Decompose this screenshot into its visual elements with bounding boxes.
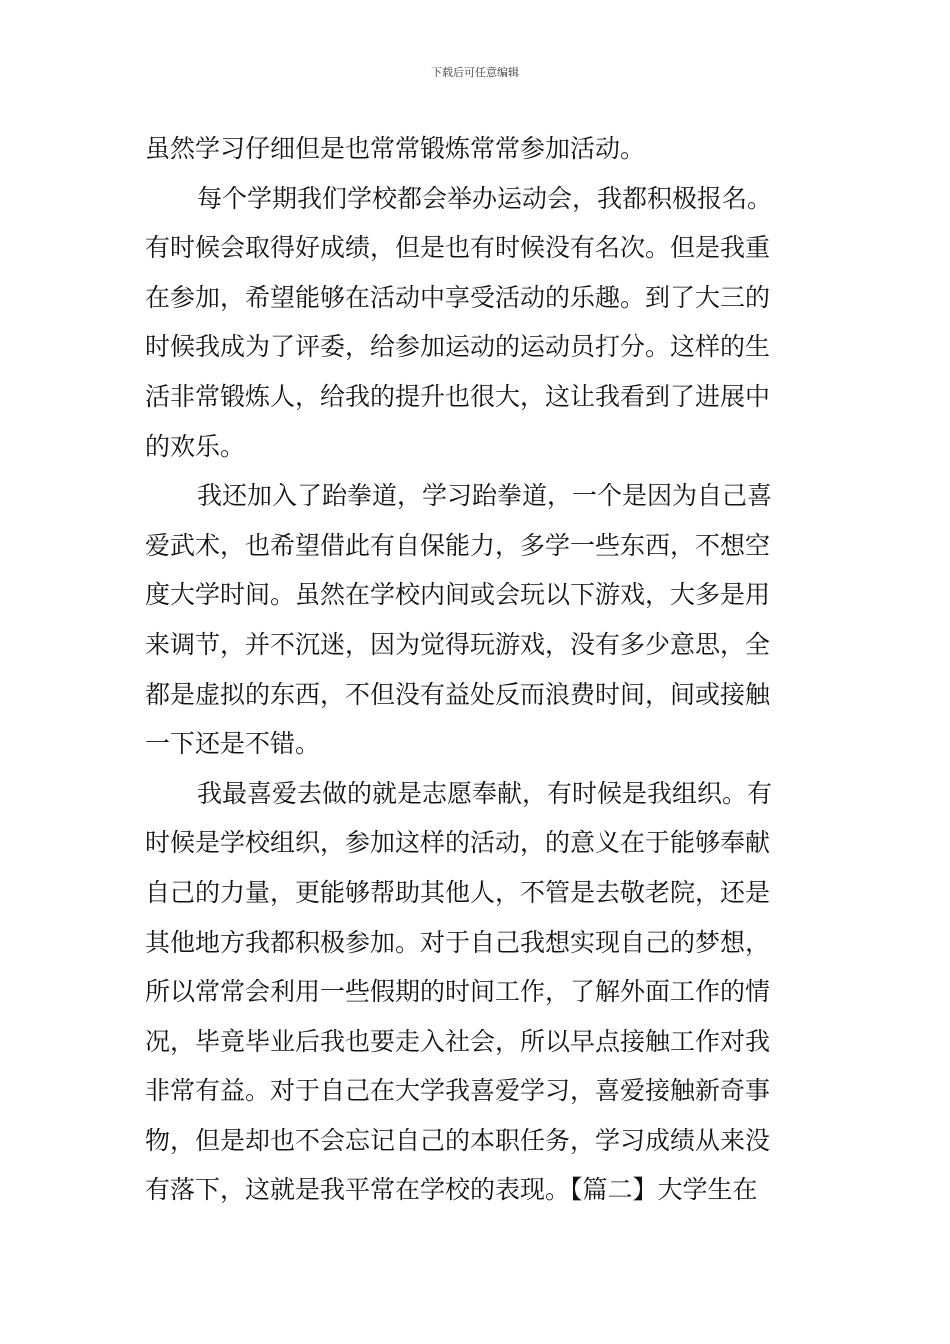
text-line: 在参加，希望能够在活动中享受活动的乐趣。到了大三的	[145, 282, 771, 312]
text-line: 的欢乐。	[145, 431, 246, 461]
text-line: 有落下，这就是我平常在学校的表现。【篇二】大学生在	[145, 1175, 758, 1205]
paragraph-start-line: 每个学期我们学校都会举办运动会，我都积极报名。	[197, 183, 773, 213]
text-line: 有时候会取得好成绩，但是也有时候没有名次。但是我重	[145, 233, 771, 263]
text-line: 况，毕竟毕业后我也要走入社会，所以早点接触工作对我	[145, 1026, 771, 1056]
text-line: 其他地方我都积极参加。对于自己我想实现自己的梦想，	[145, 927, 771, 957]
text-line: 时候我成为了评委，给参加运动的运动员打分。这样的生	[145, 332, 771, 362]
text-line: 都是虚拟的东西，不但没有益处反而浪费时间，间或接触	[145, 679, 771, 709]
text-line: 虽然学习仔细但是也常常锻炼常常参加活动。	[145, 134, 646, 163]
text-line: 来调节，并不沉迷，因为觉得玩游戏，没有多少意思，全	[145, 629, 771, 659]
text-line: 时候是学校组织，参加这样的活动，的意义在于能够奉献	[145, 828, 771, 858]
text-line: 所以常常会利用一些假期的时间工作，了解外面工作的情	[145, 977, 771, 1007]
paragraph-start-line: 我还加入了跆拳道，学习跆拳道，一个是因为自己喜	[197, 481, 773, 511]
page-header: 下载后可任意编辑	[431, 66, 519, 79]
text-line: 爱武术，也希望借此有自保能力，多学一些东西，不想空	[145, 530, 771, 560]
text-line: 自己的力量，更能够帮助其他人，不管是去敬老院，还是	[145, 877, 771, 907]
text-line: 活非常锻炼人，给我的提升也很大，这让我看到了进展中	[145, 381, 771, 411]
text-line: 非常有益。对于自己在大学我喜爱学习，喜爱接触新奇事	[145, 1076, 771, 1106]
text-line: 一下还是不错。	[145, 729, 321, 759]
document-body	[145, 124, 805, 1215]
text-line: 物，但是却也不会忘记自己的本职任务，学习成绩从来没	[145, 1125, 771, 1155]
paragraph-start-line: 我最喜爱去做的就是志愿奉献，有时候是我组织。有	[197, 778, 773, 808]
text-line: 度大学时间。虽然在学校内间或会玩以下游戏，大多是用	[145, 580, 771, 610]
